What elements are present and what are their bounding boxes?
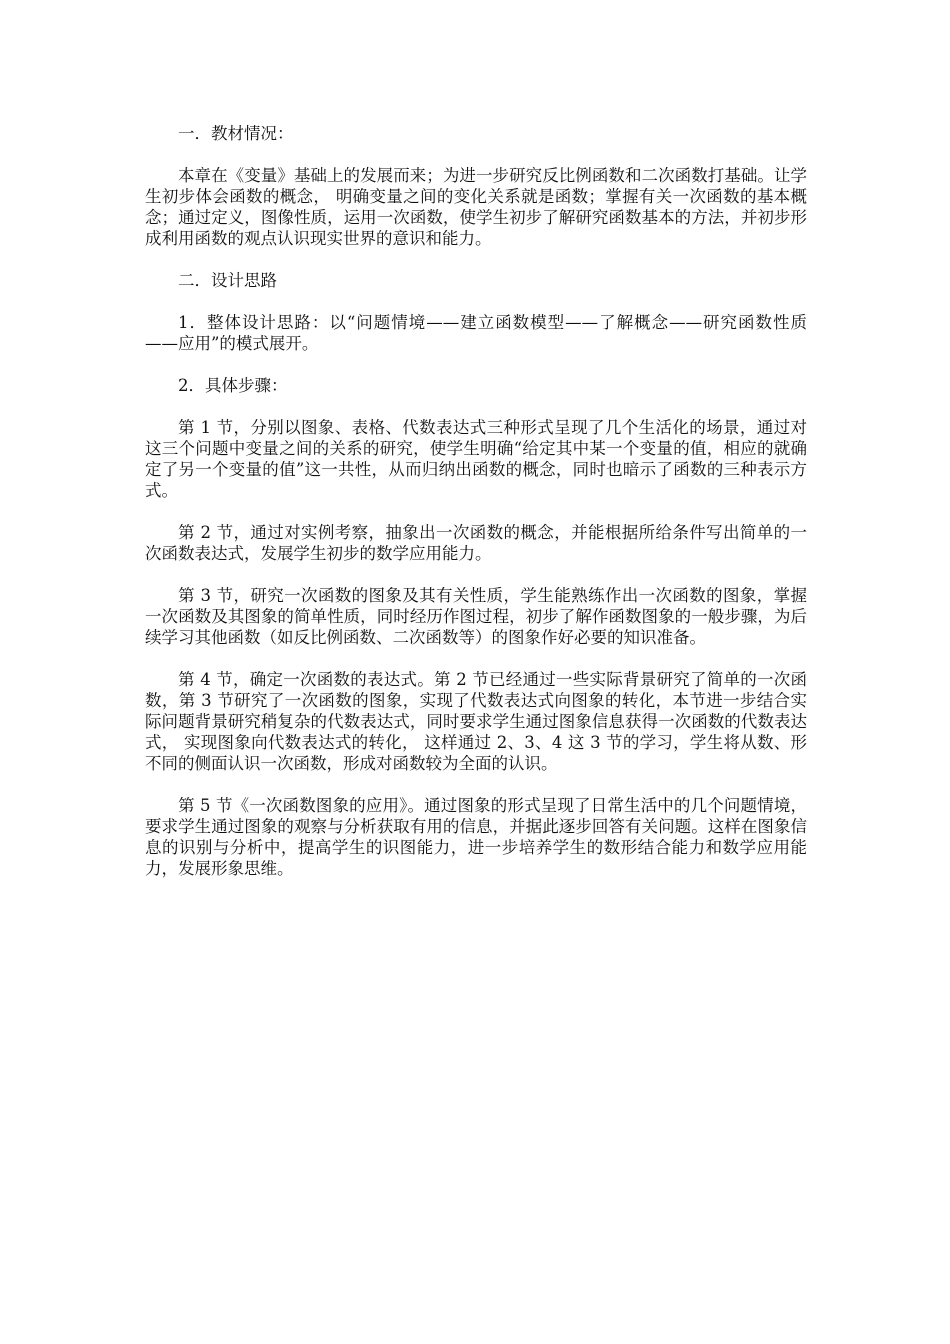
lesson-3-paragraph: 第 3 节，研究一次函数的图象及其有关性质，学生能熟练作出一次函数的图象，掌握一次函数及其图象的简单性质，同时经历作图过程，初步了解作函数图象的一般步骤，为后续学习其他函数（如反比例函数、二次函数等）的图象作好必要的知识准备。 xyxy=(145,586,807,647)
section-heading-design-ideas: 二．设计思路 xyxy=(178,271,277,290)
lesson-1-paragraph: 第 1 节，分别以图象、表格、代数表达式三种形式呈现了几个生活化的场景，通过对这三个问题中变量之间的关系的研究，使学生明确“给定其中某一个变量的值，相应的就确定了另一个变量的值”这一共性，从而归纳出函数的概念，同时也暗示了函数的三种表示方式。 xyxy=(145,418,807,500)
document-page xyxy=(145,123,807,900)
section-heading-teaching-material: 一．教材情况： xyxy=(178,124,294,143)
design-point-steps: 2．具体步骤： xyxy=(178,376,288,395)
teaching-material-paragraph: 本章在《变量》基础上的发展而来；为进一步研究反比例函数和二次函数打基础。让学生初步体会函数的概念， 明确变量之间的变化关系就是函数；掌握有关一次函数的基本概念；通过定义，图像性质，运用一次函数，使学生初步了解研究函数基本的方法，并初步形成利用函数的观点认识现实世界的意识和能力。 xyxy=(145,166,807,248)
lesson-5-paragraph: 第 5 节《一次函数图象的应用》。通过图象的形式呈现了日常生活中的几个问题情境，要求学生通过图象的观察与分析获取有用的信息，并据此逐步回答有关问题。这样在图象信息的识别与分析中，提高学生的识图能力，进一步培养学生的数形结合能力和数学应用能力，发展形象思维。 xyxy=(145,796,807,878)
lesson-2-paragraph: 第 2 节，通过对实例考察，抽象出一次函数的概念，并能根据所给条件写出简单的一次函数表达式，发展学生初步的数学应用能力。 xyxy=(145,523,807,563)
design-point-overall: 1．整体设计思路：以“问题情境——建立函数模型——了解概念——研究函数性质——应用”的模式展开。 xyxy=(145,313,807,353)
lesson-4-paragraph: 第 4 节，确定一次函数的表达式。第 2 节已经通过一些实际背景研究了简单的一次函数，第 3 节研究了一次函数的图象，实现了代数表达式向图象的转化，本节进一步结合实际问题背景研究稍复杂的代数表达式，同时要求学生通过图象信息获得一次函数的代数表达式， 实现图象向代数表达式的转化， 这样通过 2、3、4 这 3 节的学习，学生将从数、形不同的侧面认识一次函数，形成对函数较为全面的认识。 xyxy=(145,670,807,773)
